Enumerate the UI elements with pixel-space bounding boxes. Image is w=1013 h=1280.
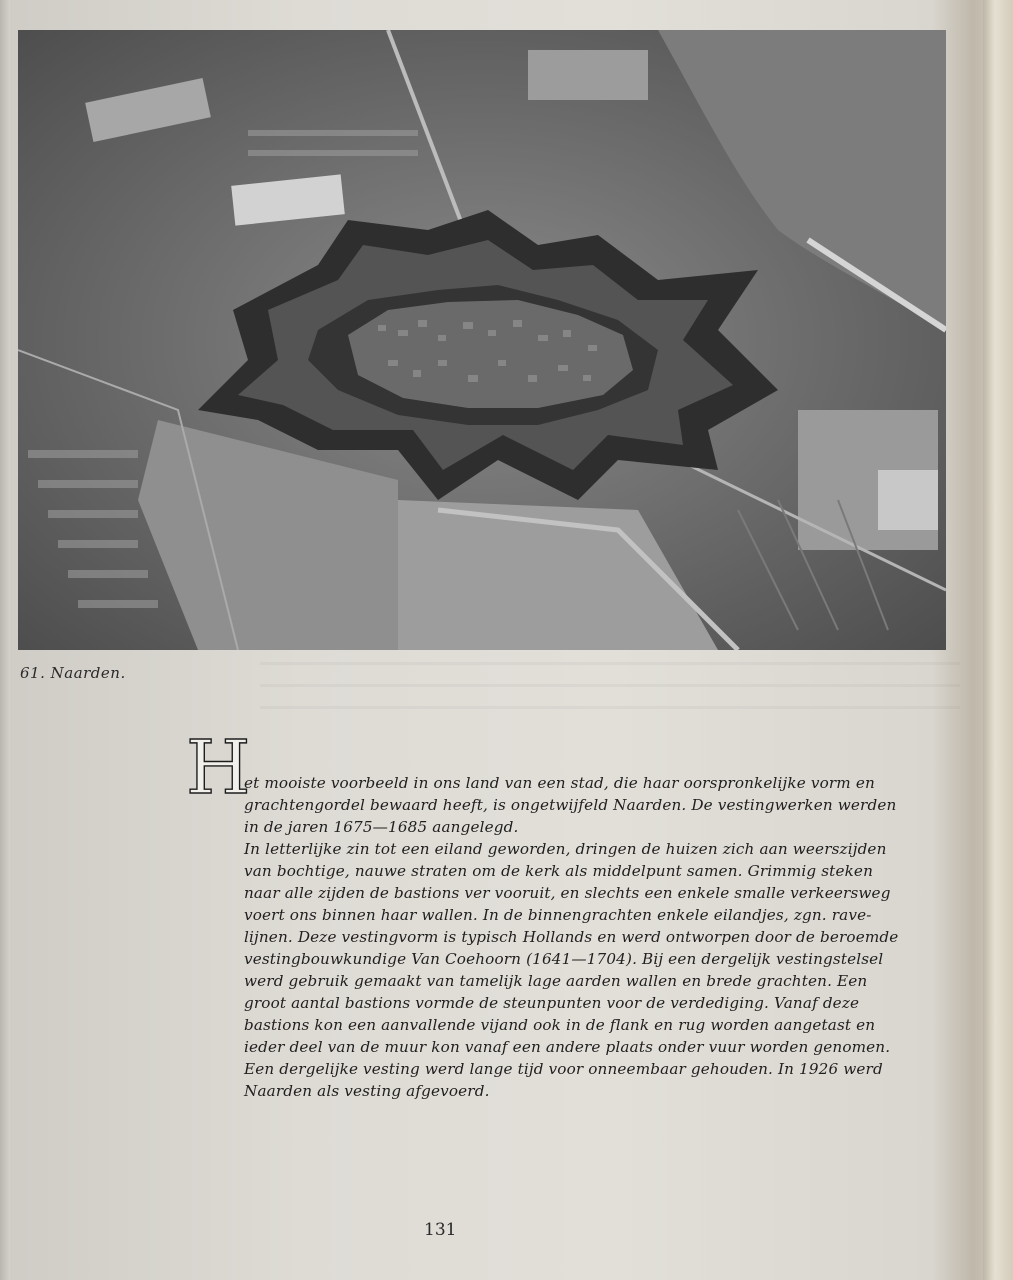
text-line: in de jaren 1675—1685 aangelegd. bbox=[244, 818, 519, 836]
page-number: 131 bbox=[424, 1220, 457, 1240]
text-line: lijnen. Deze vestingvorm is typisch Hollands en werd ontworpen door de beroemde bbox=[244, 928, 899, 946]
text-line: naar alle zijden de bastions ver vooruit, en slechts een enkele smalle verkeersweg bbox=[244, 884, 891, 902]
text-line: grachtengordel bewaard heeft, is ongetwijfeld Naarden. De vestingwerken werden bbox=[244, 796, 897, 814]
text-line: Naarden als vesting afgevoerd. bbox=[244, 1082, 490, 1100]
text-line: In letterlijke zin tot een eiland geworden, dringen de huizen zich aan weerszijden bbox=[244, 840, 887, 858]
aerial-photo-naarden bbox=[18, 30, 946, 650]
text-line: vestingbouwkundige Van Coehoorn (1641—1704). Bij een dergelijk vestingstelsel bbox=[244, 950, 884, 968]
page-edge bbox=[983, 0, 1013, 1280]
text-line: Een dergelijke vesting werd lange tijd voor onneembaar gehouden. In 1926 werd bbox=[244, 1060, 883, 1078]
bleed-through-text bbox=[260, 650, 960, 720]
text-line: et mooiste voorbeeld in ons land van een stad, die haar oorspronkelijke vorm en bbox=[244, 774, 875, 792]
figure-caption: 61. Naarden. bbox=[20, 664, 126, 682]
text-line: groot aantal bastions vormde de steunpunten voor de verdediging. Vanaf deze bbox=[244, 994, 860, 1012]
text-line: bastions kon een aanvallende vijand ook in de flank en rug worden aangetast en bbox=[244, 1016, 876, 1034]
text-line: voert ons binnen haar wallen. In de binnengrachten enkele eilandjes, zgn. rave- bbox=[244, 906, 872, 924]
drop-cap: H bbox=[186, 725, 251, 811]
text-line: ieder deel van de muur kon vanaf een andere plaats onder vuur worden genomen. bbox=[244, 1038, 891, 1056]
text-line: werd gebruik gemaakt van tamelijk lage aarden wallen en brede grachten. Een bbox=[244, 972, 868, 990]
text-line: van bochtige, nauwe straten om de kerk als middelpunt samen. Grimmig steken bbox=[244, 862, 873, 880]
page-gutter bbox=[0, 0, 10, 1280]
